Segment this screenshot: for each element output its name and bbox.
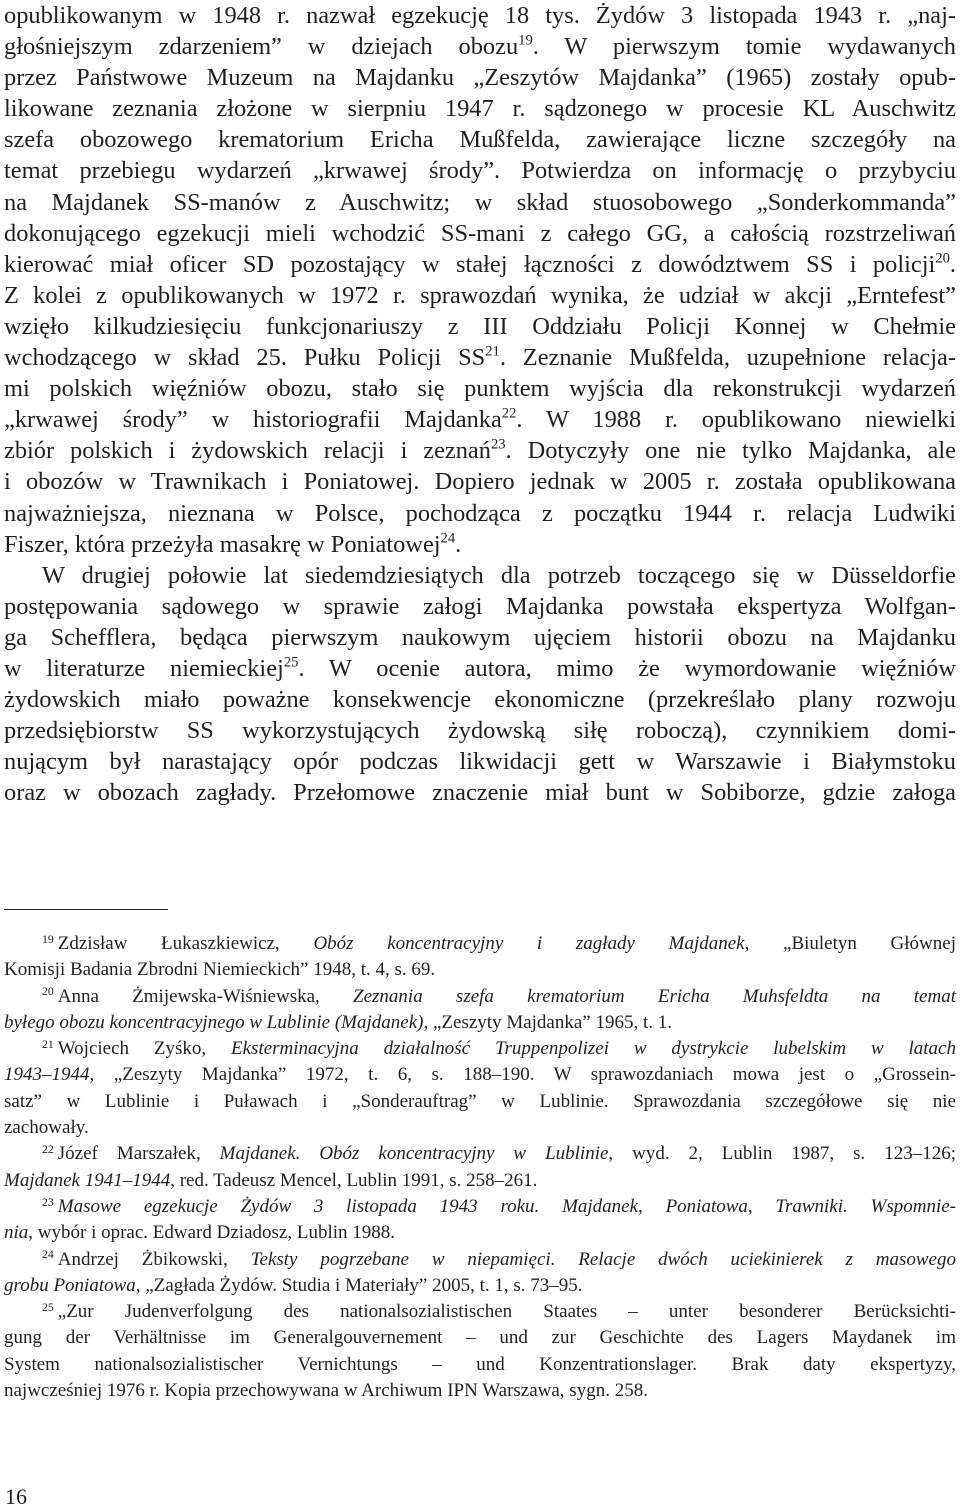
text-line xyxy=(4,218,956,249)
footnote-line xyxy=(4,1036,956,1062)
footnote-number: 24 xyxy=(42,1248,54,1262)
text-segment: opublikowanym w 1948 r. nazwał egzekucję 18 tys. Żydów 3 listopada 1943 r. „naj- xyxy=(4,2,956,29)
footnote-line xyxy=(4,931,956,957)
text-segment: . W 1988 r. opublikowano niewielki xyxy=(516,406,956,434)
footnote-line xyxy=(4,1352,956,1378)
text-line xyxy=(4,653,956,684)
text-line xyxy=(4,529,956,560)
footnote-line xyxy=(4,957,956,983)
text-segment: Fiszer, która przeżyła masakrę w Poniatowej xyxy=(4,530,441,558)
text-line xyxy=(4,498,956,529)
text-segment: w literaturze niemieckiej xyxy=(4,654,284,682)
italic-title: Majdanek. Obóz koncentracyjny w Lublinie xyxy=(219,1143,609,1165)
text-segment: postępowania sądowego w sprawie załogi Majdanka powstała ekspertyza Wolfgan- xyxy=(4,592,956,620)
footnote-number: 20 xyxy=(42,985,54,999)
text-segment: W drugiej połowie lat siedemdziesiątych dla potrzeb toczącego się w Düsseldorfie xyxy=(42,561,956,589)
footnote-text: gung der Verhältnisse im Generalgouvernement – und zur Geschichte des Lagers Maydanek im xyxy=(4,1327,956,1349)
text-segment: . W pierwszym tomie wydawanych xyxy=(532,33,957,61)
text-line xyxy=(4,777,956,808)
text-line xyxy=(4,591,956,622)
text-line xyxy=(4,746,956,777)
footnote-line xyxy=(4,1194,956,1220)
text-segment: żydowskich miało poważne konsekwencje ekonomiczne (przekreślało plany rozwoju xyxy=(4,686,956,714)
text-segment: wzięło kilkudziesięciu funkcjonariuszy z III Oddziału Policji Konnej w Chełmie xyxy=(4,312,956,340)
footnote-line xyxy=(4,1247,956,1273)
text-line xyxy=(4,124,956,155)
text-line xyxy=(4,187,956,218)
text-line xyxy=(4,280,956,311)
italic-title: Zeznania szefa krematorium Ericha Muhsfeldta na temat xyxy=(353,985,956,1007)
page-number: 16 xyxy=(5,1484,27,1509)
footnote-number: 19 xyxy=(42,932,54,946)
footnote-text: , „Zeszyty Majdanka” 1972, t. 6, s. 188–190. W sprawozdaniach mowa jest o „Grossein- xyxy=(89,1064,956,1086)
text-segment: likowane zeznania złożone w sierpniu 1947 r. sądzonego w procesie KL Auschwitz xyxy=(4,95,956,123)
text-segment: . W ocenie autora, mimo że wymordowanie więźniów xyxy=(298,654,956,682)
footnote-line xyxy=(4,1378,956,1404)
footnote-text: , wyd. 2, Lublin 1987, s. 123–126; xyxy=(608,1143,956,1165)
footnote-reference: 25 xyxy=(283,654,299,671)
text-segment: zbiór polskich i żydowskich relacji i zeznań xyxy=(4,437,491,465)
text-segment: na Majdanek SS-manów z Auschwitz; w skład stuosobowego „Sonderkommanda” xyxy=(4,188,956,216)
footnote-line xyxy=(4,1273,956,1299)
italic-title: Masowe egzekucje Żydów 3 listopada 1943 roku. Majdanek, Poniatowa, Trawniki. Wspomnie- xyxy=(57,1195,956,1217)
text-line xyxy=(4,62,956,93)
text-segment: szefa obozowego krematorium Ericha Mußfelda, zawierające liczne szczegóły na xyxy=(4,126,956,154)
text-line xyxy=(4,373,956,404)
text-segment: wchodzącego w skład 25. Pułku Policji SS xyxy=(4,344,486,372)
footnote-reference: 22 xyxy=(501,405,517,422)
footnote-line xyxy=(4,1325,956,1351)
footnotes xyxy=(4,931,956,1404)
text-segment: przedsiębiorstw SS wykorzystujących żydowską siłę roboczą), czynnikiem domi- xyxy=(4,717,956,745)
text-line xyxy=(4,715,956,746)
text-line xyxy=(4,466,956,497)
italic-title: 1943–1944 xyxy=(4,1064,90,1086)
footnote-reference: 21 xyxy=(485,343,500,360)
footnote-reference: 24 xyxy=(440,530,456,547)
footnote-number: 22 xyxy=(42,1142,54,1156)
text-segment: mi polskich więźniów obozu, stało się punktem wyjścia dla rekonstrukcji wydarzeń xyxy=(4,375,956,403)
text-segment: „krwawej środy” w historiografii Majdanka xyxy=(4,406,502,434)
footnote-reference: 19 xyxy=(518,32,533,49)
italic-title: Obóz koncentracyjny i zagłady Majdanek xyxy=(313,933,745,954)
text-line xyxy=(4,31,956,62)
footnote-text: najwcześniej 1976 r. Kopia przechowywana w Archiwum IPN Warszawa, sygn. 258. xyxy=(4,1380,648,1402)
text-segment: przez Państwowe Muzeum na Majdanku „Zeszytów Majdanka” (1965) zostały opub- xyxy=(4,64,956,92)
text-segment: dokonującego egzekucji mieli wchodzić SS-mani z całego GG, a całością rozstrzeliwań xyxy=(4,219,956,247)
text-line xyxy=(4,155,956,186)
footnote-text: zachowały. xyxy=(4,1117,89,1139)
footnote-text: , „Biuletyn Głównej xyxy=(744,933,956,954)
text-line xyxy=(4,342,956,373)
text-line xyxy=(4,435,956,466)
footnote-text: satz” w Lublinie i Puławach i „Sonderauftrag” w Lublinie. Sprawozdania szczegółowe się nie xyxy=(4,1090,956,1112)
footnote-text: Andrzej Żbikowski, xyxy=(57,1248,251,1270)
text-segment: temat przebiegu wydarzeń „krwawej środy”. Potwierdza on informację o przybyciu xyxy=(4,157,956,185)
footnote-line xyxy=(4,1115,956,1141)
footnote-line xyxy=(4,1141,956,1167)
footnote-number: 23 xyxy=(42,1195,54,1209)
footnote-text: Zdzisław Łukaszkiewicz, xyxy=(57,933,314,954)
text-line xyxy=(4,560,956,591)
italic-title: grobu Poniatowa xyxy=(4,1274,136,1296)
footnote-number: 21 xyxy=(42,1037,54,1051)
footnote-reference: 23 xyxy=(490,436,506,453)
footnote-number: 25 xyxy=(42,1300,54,1314)
text-line xyxy=(4,249,956,280)
footnote-text: , „Zagłada Żydów. Studia i Materiały” 2005, t. 1, s. 73–95. xyxy=(135,1274,583,1296)
footnote-text: , wybór i oprac. Edward Dziadosz, Lublin 1988. xyxy=(28,1222,395,1244)
text-segment: kierować miał oficer SD pozostający w stałej łączności z dowództwem SS i policji xyxy=(4,250,936,278)
text-segment: głośniejszym zdarzeniem” w dziejach obozu xyxy=(4,33,519,61)
text-line xyxy=(4,684,956,715)
footnote-line xyxy=(4,1010,956,1036)
text-line xyxy=(4,0,956,31)
footnote-text: Józef Marszałek, xyxy=(57,1143,220,1165)
footnote-line xyxy=(4,1299,956,1325)
footnote-text: Komisji Badania Zbrodni Niemieckich” 1948, t. 4, s. 69. xyxy=(4,959,436,981)
main-text xyxy=(4,0,956,808)
text-segment: Z kolei z opublikowanych w 1972 r. sprawozdań wynika, że udział w akcji „Erntefest” xyxy=(4,281,956,309)
footnote-text: Wojciech Zyśko, xyxy=(57,1038,232,1060)
footnote-separator xyxy=(4,909,168,910)
footnote-line xyxy=(4,1089,956,1115)
text-line xyxy=(4,622,956,653)
footnote-text: Anna Żmijewska-Wiśniewska, xyxy=(57,985,354,1007)
text-segment: ga Schefflera, będąca pierwszym naukowym ujęciem historii obozu na Majdanku xyxy=(4,623,956,651)
footnote-line xyxy=(4,1220,956,1246)
text-segment: . Dotyczyły one nie tylko Majdanka, ale xyxy=(505,437,956,465)
footnote-line xyxy=(4,1168,956,1194)
footnote-reference: 20 xyxy=(935,250,950,267)
footnote-text: , red. Tadeusz Mencel, Lublin 1991, s. 258–261. xyxy=(170,1169,538,1191)
footnote-text: „Zur Judenverfolgung des nationalsozialistischen Staates – unter besonderer Berücksichti- xyxy=(57,1301,956,1323)
italic-title: Teksty pogrzebane w niepamięci. Relacje dwóch uciekinierek z masowego xyxy=(250,1248,956,1270)
text-segment: i obozów w Trawnikach i Poniatowej. Dopiero jednak w 2005 r. została opublikowana xyxy=(4,468,956,496)
text-segment: . xyxy=(949,250,956,278)
footnote-line xyxy=(4,984,956,1010)
italic-title: Majdanek 1941–1944 xyxy=(4,1169,171,1191)
footnote-text: System nationalsozialistischer Vernichtungs – und Konzentrationslager. Brak daty ekspertyzy, xyxy=(4,1353,956,1375)
footnote-line xyxy=(4,1062,956,1088)
text-line xyxy=(4,311,956,342)
text-segment: . xyxy=(455,530,462,558)
italic-title: Eksterminacyjna działalność Truppenpolizei w dystrykcie lubelskim w latach xyxy=(231,1038,956,1060)
text-segment: . Zeznanie Mußfelda, uzupełnione relacja- xyxy=(499,344,956,372)
text-segment: oraz w obozach zagłady. Przełomowe znaczenie miał bunt w Sobiborze, gdzie załoga xyxy=(4,779,956,807)
text-line xyxy=(4,93,956,124)
italic-title: byłego obozu koncentracyjnego w Lublinie (Majdanek) xyxy=(4,1011,424,1033)
italic-title: nia xyxy=(4,1222,29,1244)
text-line xyxy=(4,404,956,435)
text-segment: najważniejsza, nieznana w Polsce, pochodząca z początku 1944 r. relacja Ludwiki xyxy=(4,499,956,527)
text-segment: nującym był narastający opór podczas likwidacji gett w Warszawie i Białymstoku xyxy=(4,748,956,776)
footnote-text: , „Zeszyty Majdanka” 1965, t. 1. xyxy=(423,1011,672,1033)
